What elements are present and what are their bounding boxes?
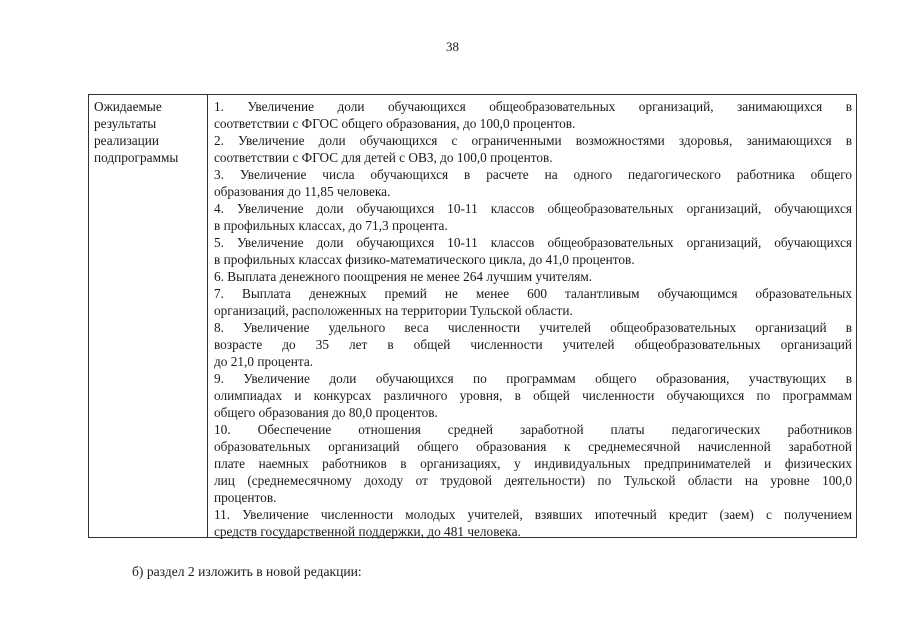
list-item (214, 200, 852, 234)
list-item-line: 8. Увеличение удельного веса численности учителей общеобразовательных организаций в (214, 320, 852, 335)
list-item (214, 268, 852, 285)
list-item-line: 5. Увеличение доли обучающихся 10-11 классов общеобразовательных организаций, обучающихся (214, 235, 852, 250)
list-item-line: 7. Выплата денежных премий не менее 600 талантливым обучающимся образовательных (214, 286, 852, 301)
list-item (214, 132, 852, 166)
list-item-line: 4. Увеличение доли обучающихся 10-11 классов общеобразовательных организаций, обучающихся (214, 201, 852, 216)
list-item-line: процентов. (214, 490, 277, 505)
list-item-line: олимпиадах и конкурсах различного уровня, в общей численности обучающихся по программам (214, 388, 852, 403)
header-line: Ожидаемые (94, 99, 162, 114)
header-line: подпрограммы (94, 150, 179, 165)
list-item (214, 421, 852, 506)
list-item-line: плате наемных работников в организациях, у индивидуальных предпринимателей и физических (214, 456, 852, 471)
list-item-line: в профильных классах, до 71,3 процента. (214, 218, 448, 233)
list-item-line: 6. Выплата денежного поощрения не менее 264 лучшим учителям. (214, 269, 593, 284)
list-item-line: образовательных организаций общего образования к среднемесячной начисленной заработной (214, 439, 852, 454)
list-item (214, 98, 852, 132)
list-item-line: организаций, расположенных на территории Тульской области. (214, 303, 573, 318)
list-item-line: до 21,0 процента. (214, 354, 314, 369)
table-content-cell (208, 95, 856, 537)
footer-paragraph: б) раздел 2 изложить в новой редакции: (132, 564, 362, 579)
list-item-line: 2. Увеличение доли обучающихся с ограниченными возможностями здоровья, занимающихся в (214, 133, 852, 148)
table-header-cell (89, 95, 208, 537)
list-item (214, 166, 852, 200)
list-item-line: в профильных классах физико-математического цикла, до 41,0 процентов. (214, 252, 635, 267)
list-item (214, 506, 852, 540)
list-item (214, 285, 852, 319)
header-line: реализации (94, 133, 159, 148)
list-item-line: 10. Обеспечение отношения средней заработной платы педагогических работников (214, 422, 852, 437)
list-item (214, 234, 852, 268)
list-item-line: 9. Увеличение доли обучающихся по программам общего образования, участвующих в (214, 371, 852, 386)
list-item-line: лиц (среднемесячному доходу от трудовой деятельности) по Тульской области на уровне 100,0 (214, 473, 852, 488)
list-item-line: средств государственной поддержки, до 481 человека. (214, 524, 521, 539)
list-item (214, 319, 852, 370)
page-number: 38 (446, 39, 459, 54)
header-line: результаты (94, 116, 157, 131)
list-item-line: возрасте до 35 лет в общей численности учителей общеобразовательных организаций (214, 337, 852, 352)
results-table (88, 94, 857, 538)
list-item-line: общего образования до 80,0 процентов. (214, 405, 438, 420)
list-item-line: 11. Увеличение численности молодых учителей, взявших ипотечный кредит (заем) с получением (214, 507, 852, 522)
list-item-line: соответствии с ФГОС для детей с ОВЗ, до 100,0 процентов. (214, 150, 553, 165)
list-item-line: 1. Увеличение доли обучающихся общеобразовательных организаций, занимающихся в (214, 99, 852, 114)
list-item-line: соответствии с ФГОС общего образования, до 100,0 процентов. (214, 116, 576, 131)
list-item-line: 3. Увеличение числа обучающихся в расчете на одного педагогического работника общего (214, 167, 852, 182)
list-item-line: образования до 11,85 человека. (214, 184, 391, 199)
list-item (214, 370, 852, 421)
